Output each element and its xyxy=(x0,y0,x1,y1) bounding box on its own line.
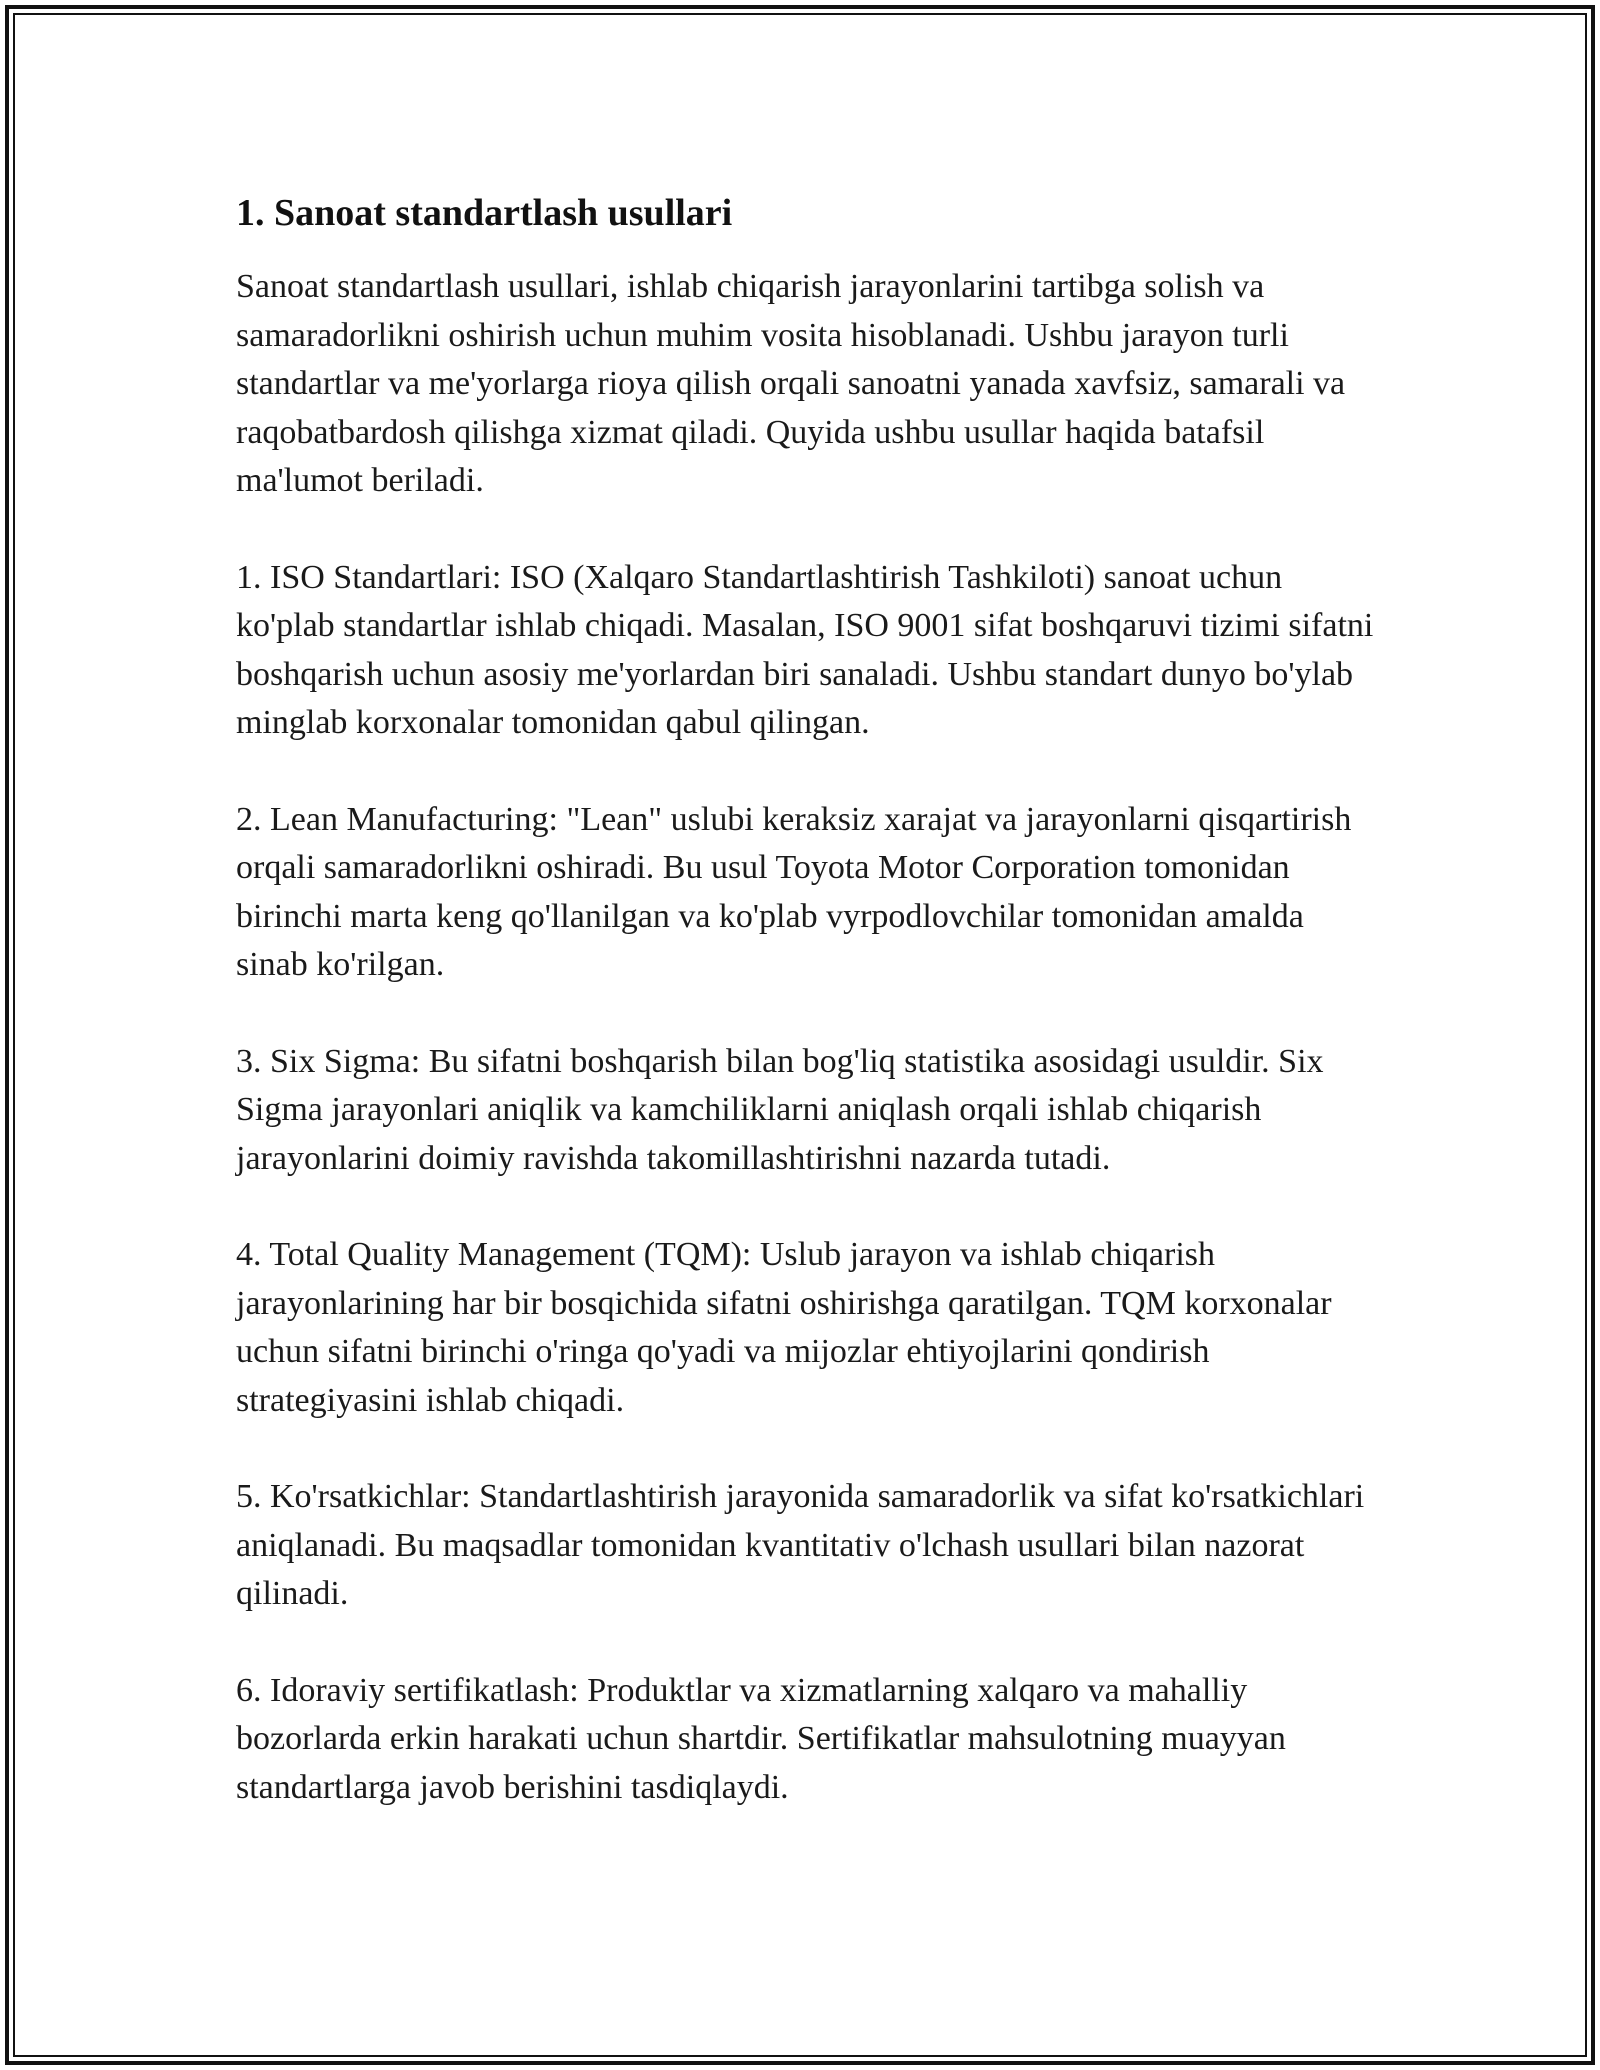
list-item-certification: 6. Idoraviy sertifikatlash: Produktlar va xizmatlarning xalqaro va mahalliy bozorlarda erkin harakati uchun shartdir. Sertifikatlar mahsulotning muayyan standartlarga javob berishini tasdiqlaydi. xyxy=(236,1671,1286,1806)
document-body xyxy=(236,185,1376,1860)
list-item-lean-manufacturing: 2. Lean Manufacturing: "Lean" uslubi keraksiz xarajat va jarayonlarni qisqartirish orqali samaradorlikni oshiradi. Bu usul Toyota Motor Corporation tomonidan birinchi marta keng qo'llanilgan va ko'plab vyrpodlovchilar tomonidan amalda sinab ko'rilgan. xyxy=(236,800,1352,983)
list-item-six-sigma: 3. Six Sigma: Bu sifatni boshqarish bilan bog'liq statistika asosidagi usuldir. Six Sigma jarayonlari aniqlik va kamchiliklarni aniqlash orqali ishlab chiqarish jarayonlarini doimiy ravishda takomillashtirishni nazarda tutadi. xyxy=(236,1042,1324,1177)
document-title: 1. Sanoat standartlash usullari xyxy=(236,192,733,234)
list-item-iso-standards: 1. ISO Standartlari: ISO (Xalqaro Standartlashtirish Tashkiloti) sanoat uchun ko'plab standartlar ishlab chiqadi. Masalan, ISO 9001 sifat boshqaruvi tizimi sifatni boshqarish uchun asosiy me'yorlardan biri sanaladi. Ushbu standart dunyo bo'ylab minglab korxonalar tomonidan qabul qilingan. xyxy=(236,558,1374,741)
list-item-tqm: 4. Total Quality Management (TQM): Uslub jarayon va ishlab chiqarish jarayonlarining har bir bosqichida sifatni oshirishga qaratilgan. TQM korxonalar uchun sifatni birinchi o'ringa qo'yadi va mijozlar ehtiyojlarini qondirish strategiyasini ishlab chiqadi. xyxy=(236,1236,1332,1419)
list-item-indicators: 5. Ko'rsatkichlar: Standartlashtirish jarayonida samaradorlik va sifat ko'rsatkichlari aniqlanadi. Bu maqsadlar tomonidan kvantitativ o'lchash usullari bilan nazorat qilinadi. xyxy=(236,1478,1365,1612)
intro-paragraph: Sanoat standartlash usullari, ishlab chiqarish jarayonlarini tartibga solish va samaradorlikni oshirish uchun muhim vosita hisoblanadi. Ushbu jarayon turli standartlar va me'yorlarga rioya qilish orqali sanoatni yanada xavfsiz, samarali va raqobatbardosh qilishga xizmat qiladi. Quyida ushbu usullar haqida batafsil ma'lumot beriladi. xyxy=(236,268,1346,499)
